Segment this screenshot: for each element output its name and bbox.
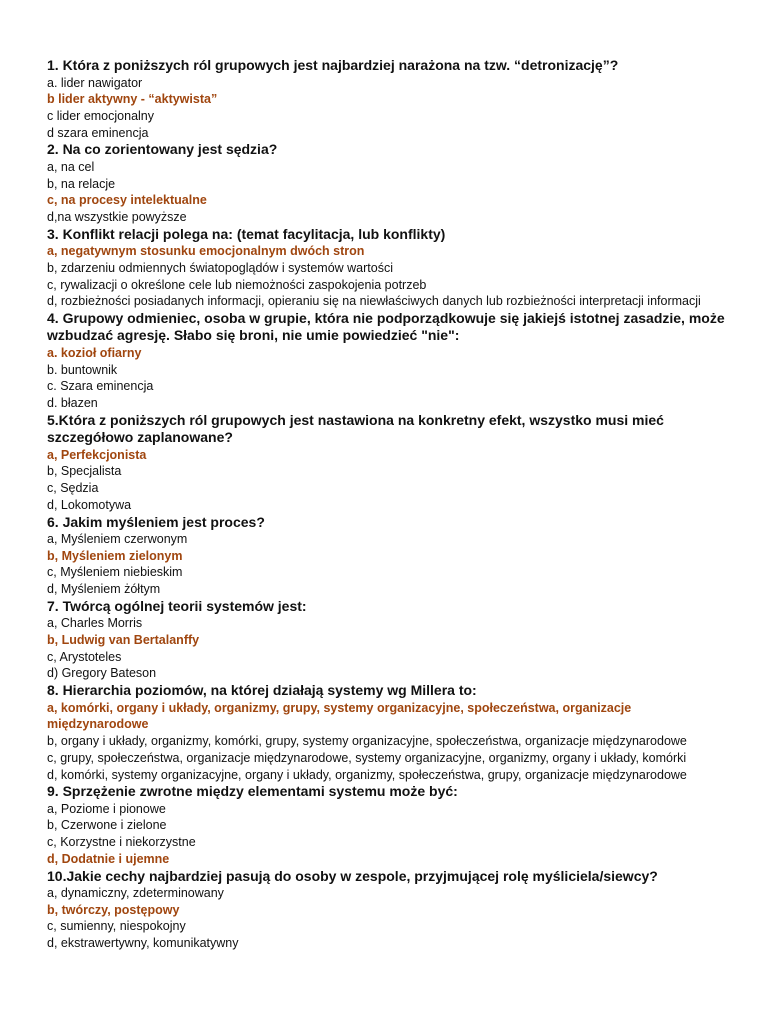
answer-option: b, organy i układy, organizmy, komórki, grupy, systemy organizacyjne, społeczeństwa, organizacje międzynarodowe: [47, 734, 687, 749]
answer-option: c, na procesy intelektualne: [47, 193, 207, 208]
question-title: 6. Jakim myśleniem jest proces?: [47, 513, 265, 530]
answer-option: a, Myśleniem czerwonym: [47, 532, 188, 547]
answer-option: b lider aktywny - “aktywista”: [47, 92, 218, 107]
answer-option: a, Charles Morris: [47, 616, 143, 631]
answer-option: c, rywalizacji o określone cele lub niemożności zaspokojenia potrzeb: [47, 277, 427, 292]
question-title: 9. Sprzężenie zwrotne między elementami systemu może być:: [47, 783, 458, 800]
answer-option: b, Ludwig van Bertalanffy: [47, 633, 200, 648]
answer-option: d szara eminencja: [47, 125, 149, 140]
answer-option: b, zdarzeniu odmiennych światopoglądów i systemów wartości: [47, 260, 393, 275]
question-block-9: [47, 783, 727, 867]
question-title: 1. Która z poniższych ról grupowych jest najbardziej narażona na tzw. “detronizację”?: [47, 57, 619, 73]
answer-option: d, Myśleniem żółtym: [47, 582, 161, 597]
question-title: 4. Grupowy odmieniec, osoba w grupie, która nie podporządkowuje się jakiejś istotnej zasadzie, może wzbudzać agresję. Słabo się broni, nie umie powiedzieć "nie":: [47, 309, 725, 344]
answer-option: d, Dodatnie i ujemne: [47, 851, 170, 866]
answer-option: c, sumienny, niespokojny: [47, 919, 186, 934]
question-block-5: [47, 412, 727, 514]
question-title: 2. Na co zorientowany jest sędzia?: [47, 141, 278, 158]
answer-option: a, dynamiczny, zdeterminowany: [47, 886, 224, 901]
question-block-3: [47, 226, 727, 310]
answer-option: a. lider nawigator: [47, 75, 143, 90]
question-block-7: [47, 598, 727, 682]
answer-option: c, Sędzia: [47, 481, 99, 496]
answer-option: c, Arystoteles: [47, 649, 122, 664]
answer-option: a, Perfekcjonista: [47, 447, 147, 462]
answer-option: a, negatywnym stosunku emocjonalnym dwóch stron: [47, 244, 365, 259]
answer-option: b, twórczy, postępowy: [47, 902, 180, 917]
answer-option: d. błazen: [47, 396, 98, 411]
answer-option: d, komórki, systemy organizacyjne, organy i układy, organizmy, społeczeństwa, grupy, organizacje międzynarodowe: [47, 767, 687, 782]
question-block-2: [47, 141, 727, 225]
quiz-document: [47, 57, 727, 952]
question-title: 7. Twórcą ogólnej teorii systemów jest:: [47, 597, 307, 614]
answer-option: c, Korzystne i niekorzystne: [47, 835, 196, 850]
question-title: 5.Która z poniższych ról grupowych jest nastawiona na konkretny efekt, wszystko musi mieć szczegółowo zaplanowane?: [47, 411, 664, 446]
answer-option: d, Lokomotywa: [47, 497, 132, 512]
answer-option: d,na wszystkie powyższe: [47, 209, 187, 224]
question-title: 8. Hierarchia poziomów, na której działają systemy wg Millera to:: [47, 682, 477, 699]
answer-option: b. buntownik: [47, 362, 118, 377]
answer-option: a. kozioł ofiarny: [47, 345, 142, 360]
question-title: 3. Konflikt relacji polega na: (temat facylitacja, lub konflikty): [47, 225, 446, 242]
answer-option: c, grupy, społeczeństwa, organizacje międzynarodowe, systemy organizacyjne, organizmy, organy i układy, komórki: [47, 750, 687, 765]
answer-option: d) Gregory Bateson: [47, 666, 157, 681]
answer-option: a, Poziome i pionowe: [47, 801, 166, 816]
answer-option: a, komórki, organy i układy, organizmy, grupy, systemy organizacyjne, społeczeństwa, organizacje międzynarodowe: [47, 700, 632, 732]
question-block-6: [47, 514, 727, 598]
answer-option: c, Myśleniem niebieskim: [47, 565, 183, 580]
answer-option: b, na relacje: [47, 176, 116, 191]
answer-option: c lider emocjonalny: [47, 108, 154, 123]
answer-option: c. Szara eminencja: [47, 379, 154, 394]
question-title: 10.Jakie cechy najbardziej pasują do osoby w zespole, przyjmującej rolę myśliciela/siewcy?: [47, 867, 658, 884]
question-block-8: [47, 682, 727, 783]
question-block-4: [47, 310, 727, 412]
question-block-1: [47, 57, 727, 141]
answer-option: a, na cel: [47, 159, 95, 174]
question-block-10: [47, 868, 727, 952]
answer-option: b, Myśleniem zielonym: [47, 548, 183, 563]
answer-option: b, Specjalista: [47, 464, 122, 479]
answer-option: d, ekstrawertywny, komunikatywny: [47, 936, 239, 951]
answer-option: d, rozbieżności posiadanych informacji, opieraniu się na niewłaściwych danych lub rozbieżności interpretacji informacji: [47, 294, 701, 309]
answer-option: b, Czerwone i zielone: [47, 818, 167, 833]
